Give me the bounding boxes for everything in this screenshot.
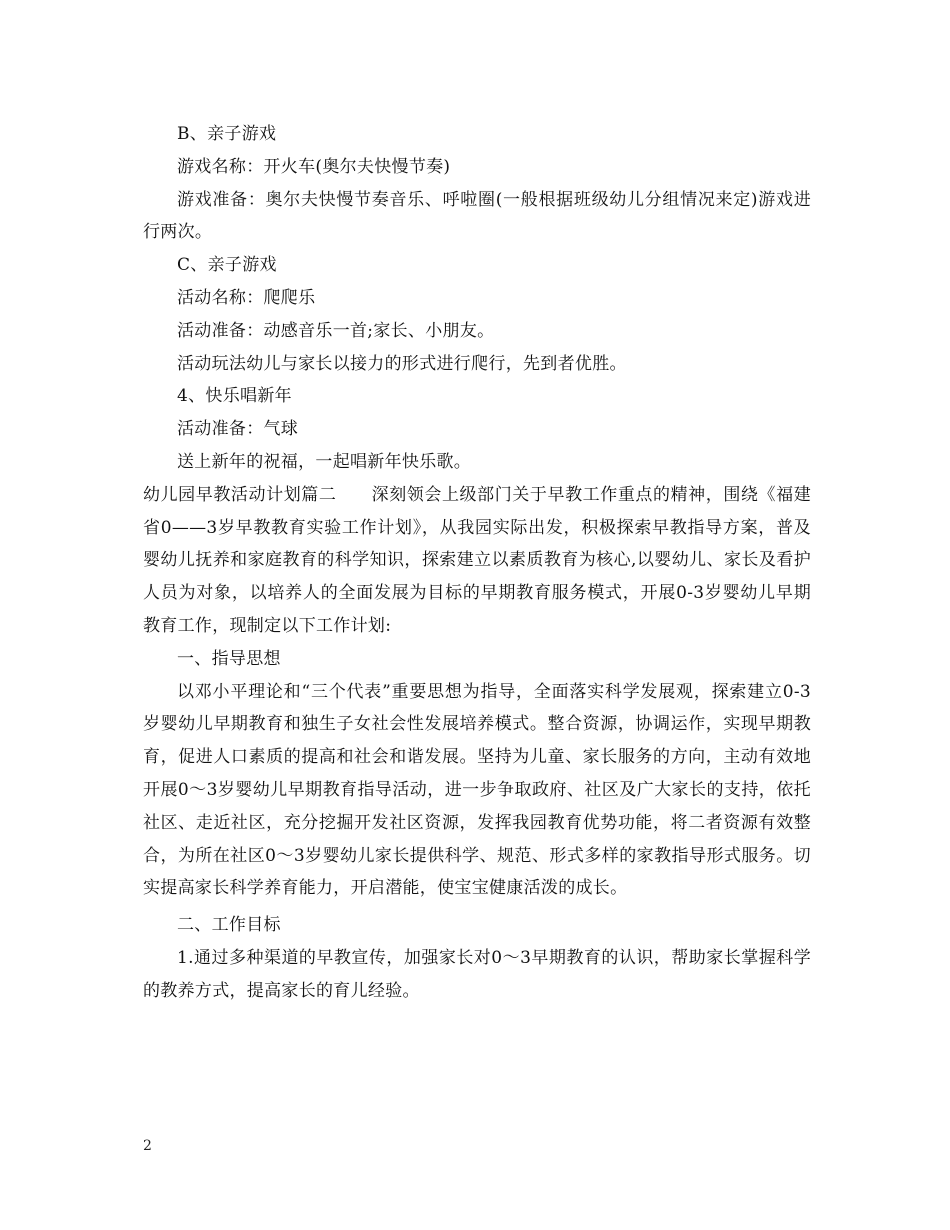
- heading-work-goals: 二、工作目标: [177, 915, 281, 936]
- paragraph-balloon-preparation: 活动准备：气球: [177, 419, 299, 440]
- paragraph-activity-rules: 活动玩法幼儿与家长以接力的形式进行爬行，先到者优胜。: [177, 353, 627, 374]
- paragraph-plan-two-intro: 幼儿园早教活动计划篇二 深刻领会上级部门关于早教工作重点的精神，围绕《福建省0——3岁早教教育实验工作计划》，从我园实际出发，积极探索早教指导方案，普及婴幼儿抚养和家庭教育的科学知识，探索建立以素质教育为核心,以婴幼儿、家长及看护人员为对象，以培养人的全面发展为目标的早期教育服务模式，开展0-3岁婴幼儿早期教育工作，现制定以下工作计划:: [143, 484, 811, 636]
- paragraph-activity-preparation: 活动准备：动感音乐一首;家长、小朋友。: [177, 320, 495, 341]
- paragraph-section-c-title: C、亲子游戏: [177, 255, 277, 276]
- paragraph-goal-one: 1.通过多种渠道的早教宣传，加强家长对0～3早期教育的认识，帮助家长掌握科学的教养方式，提高家长的育儿经验。: [143, 947, 811, 1001]
- paragraph-game-name: 游戏名称：开火车(奥尔夫快慢节奏): [177, 156, 451, 177]
- paragraph-section-4-title: 4、快乐唱新年: [177, 386, 292, 407]
- paragraph-new-year-wishes: 送上新年的祝福，一起唱新年快乐歌。: [177, 451, 472, 472]
- paragraph-activity-name: 活动名称：爬爬乐: [177, 287, 316, 308]
- paragraph-game-preparation: 游戏准备：奥尔夫快慢节奏音乐、呼啦圈(一般根据班级幼儿分组情况来定)游戏进行两次。: [143, 189, 811, 243]
- paragraph-guiding-thought-body: 以邓小平理论和“三个代表”重要思想为指导，全面落实科学发展观，探索建立0-3岁婴幼儿早期教育和独生子女社会性发展培养模式。整合资源，协调运作，实现早期教育，促进人口素质的提高和社会和谐发展。坚持为儿童、家长服务的方向，主动有效地开展0～3岁婴幼儿早期教育指导活动，进一步争取政府、社区及广大家长的支持，依托社区、走近社区，充分挖掘开发社区资源，发挥我园教育优势功能，将二者资源有效整合，为所在社区0～3岁婴幼儿家长提供科学、规范、形式多样的家教指导形式服务。切实提高家长科学养育能力，开启潜能，使宝宝健康活泼的成长。: [143, 681, 811, 899]
- page-number: 2: [143, 1138, 152, 1154]
- document-body: [143, 118, 811, 1008]
- paragraph-section-b-title: B、亲子游戏: [177, 124, 277, 144]
- heading-guiding-thought: 一、指导思想: [177, 648, 281, 669]
